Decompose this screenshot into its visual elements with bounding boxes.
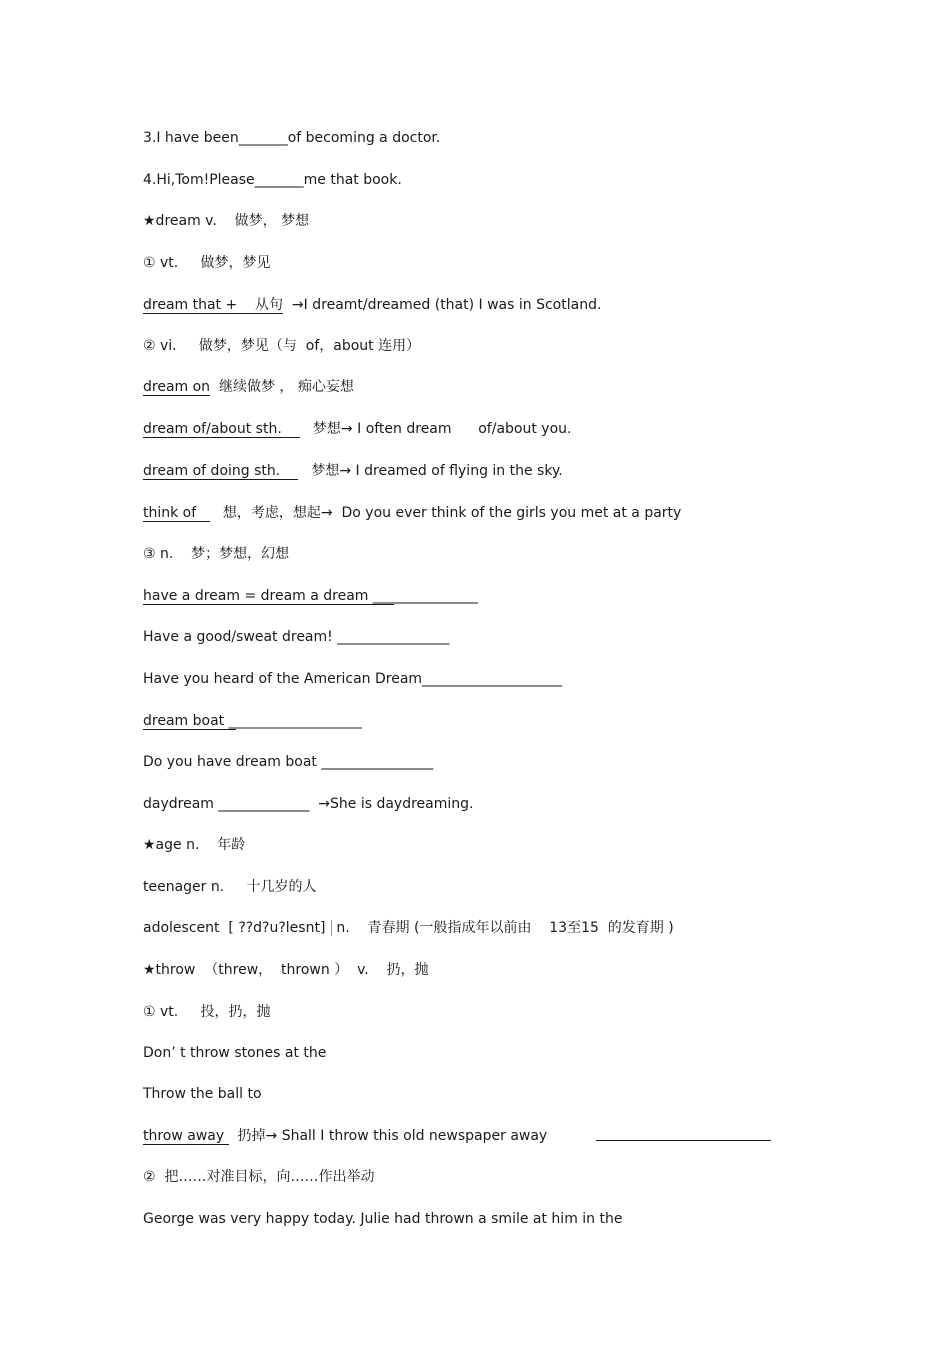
phrase-dream-that	[143, 296, 601, 314]
heading-age: ★age n. 年龄	[143, 837, 246, 853]
phrase-example: 想，考虑，想起→ Do you ever think of the girls you met at a party	[209, 505, 682, 521]
phrase-meaning: 继续做梦 ， 痴心妄想	[210, 379, 354, 395]
phonetic: adolescent [ ??d?u?lesnt]	[143, 920, 332, 936]
exercise-3: 3.I have been_______of becoming a doctor.	[143, 130, 441, 146]
phrase-have-a-dream	[143, 587, 478, 605]
sense-vi: ② vi. 做梦，梦见（与 of，about 连用）	[143, 338, 421, 354]
phrase-think-of	[143, 504, 681, 522]
answer-blank: __________________	[235, 713, 362, 729]
sentence-throw-stones: Don’ t throw stones at the	[143, 1045, 327, 1061]
sense-vt: ① vt. 做梦，梦见	[143, 255, 271, 271]
phrase-example: 梦想→ I often dream of/about you.	[299, 421, 572, 437]
word-adolescent	[143, 919, 674, 937]
phrase-term: dream boat _	[143, 713, 236, 729]
sentence-dream-boat: Do you have dream boat ________________	[143, 754, 434, 770]
answer-blank: ____________	[393, 588, 478, 604]
heading-dream: ★dream v. 做梦， 梦想	[143, 213, 310, 229]
phrase-daydream: daydream _____________ →She is daydreaming.	[143, 796, 474, 812]
definition: n. 青春期 (一般指成年以前由 13至15 的发育期 )	[336, 920, 674, 936]
answer-blank-line	[596, 1140, 771, 1141]
sense-vt-throw: ① vt. 投，扔，抛	[143, 1004, 271, 1020]
phrase-dream-on	[143, 378, 354, 396]
phrase-example: 梦想→ I dreamed of flying in the sky.	[298, 463, 563, 479]
heading-throw: ★throw （threw， thrown ） v. 扔，抛	[143, 962, 429, 978]
sentence-american-dream: Have you heard of the American Dream____________________	[143, 671, 563, 687]
sense-n: ③ n. 梦；梦想，幻想	[143, 546, 290, 562]
sentence-throw-ball: Throw the ball to	[143, 1086, 262, 1102]
phrase-term: have a dream = dream a dream ___	[143, 588, 394, 604]
phrase-term: think of	[143, 505, 210, 521]
sense-2-throw: ② 把……对准目标，向……作出举动	[143, 1169, 375, 1185]
phrase-example: 扔掉→ Shall I throw this old newspaper away	[228, 1128, 548, 1144]
phrase-term: throw away	[143, 1128, 229, 1144]
phrase-dream-boat	[143, 712, 362, 730]
phrase-term: dream of/about sth.	[143, 421, 300, 437]
phrase-term: dream that + 从句	[143, 297, 284, 313]
phrase-term: dream of doing sth.	[143, 463, 299, 479]
exercise-4: 4.Hi,Tom!Please_______me that book.	[143, 172, 402, 188]
word-teenager: teenager n. 十几岁的人	[143, 879, 317, 895]
sentence-george: George was very happy today. Julie had thrown a smile at him in the	[143, 1211, 623, 1227]
phrase-term: dream on	[143, 379, 211, 395]
phrase-example: →I dreamt/dreamed (that) I was in Scotland.	[283, 297, 602, 313]
sentence-good-dream: Have a good/sweat dream! ________________	[143, 629, 450, 645]
phrase-dream-of-about	[143, 420, 571, 438]
phrase-dream-of-doing	[143, 462, 563, 480]
phrase-throw-away	[143, 1127, 547, 1145]
